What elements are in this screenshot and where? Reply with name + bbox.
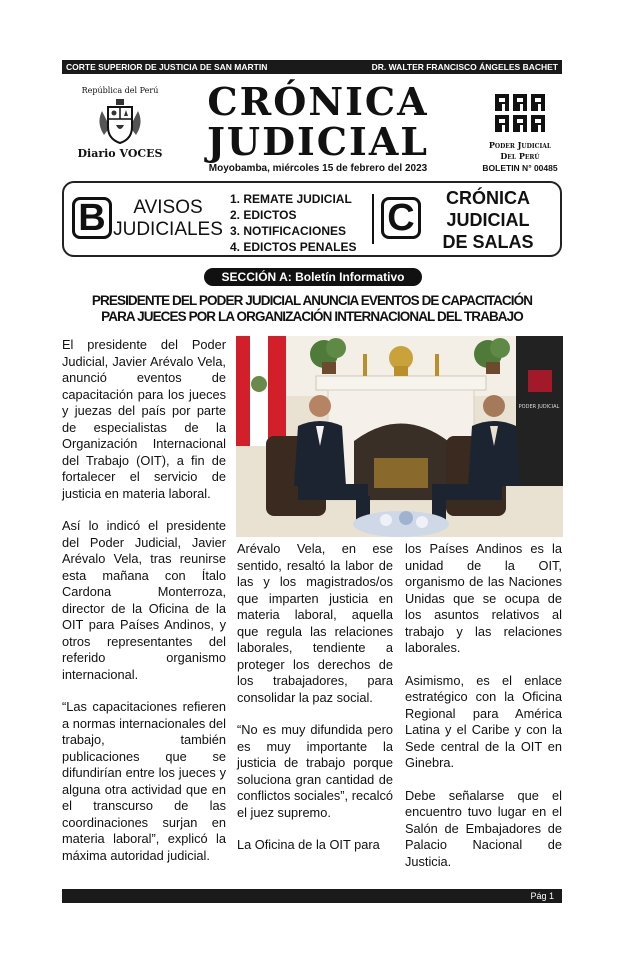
section-a-pill: SECCIÓN A: Boletín Informativo — [204, 268, 422, 286]
article-column-1 — [62, 337, 226, 880]
cronica-salas-label — [428, 187, 548, 253]
page-number: Pág 1 — [530, 891, 554, 901]
avisos-line1: AVISOS — [133, 197, 203, 218]
president-name: DR. WALTER FRANCISCO ÁNGELES BACHET — [371, 62, 558, 72]
article-column-2 — [237, 541, 393, 870]
list-item: 3. NOTIFICACIONES — [230, 224, 347, 238]
meeting-illustration — [236, 336, 563, 537]
pj-name-line2: Del Perú — [500, 151, 540, 161]
bulletin-number: BOLETIN N° 00485 — [482, 163, 558, 173]
divider — [372, 194, 374, 244]
meeting-photo — [236, 336, 563, 537]
banner-label: PODER JUDICIAL — [518, 404, 560, 410]
court-name: CORTE SUPERIOR DE JUSTICIA DE SAN MARTIN — [66, 62, 268, 72]
section-b-letter: B — [72, 197, 112, 239]
avisos-judiciales-label — [112, 197, 224, 241]
newspaper-title-line1: CRÓNICA — [207, 79, 429, 124]
pj-emblem-icon — [493, 92, 547, 134]
paragraph: Arévalo Vela, en ese sentido, resaltó la labor de las y los magistrados/os que imparten justicia en materia laboral, aquella que regula las relaciones laborales, tendiente a proteger los derechos de los trabajadores, para consolidar la paz social. — [237, 541, 393, 705]
poder-judicial-logo — [475, 92, 565, 161]
cronica-salas-line2: JUDICIAL — [446, 210, 530, 230]
footer-bar — [62, 889, 562, 903]
paragraph: Así lo indicó el presidente del Poder Judicial, Javier Arévalo Vela, tras reunirse esta mañana con Ítalo Cardona Monterroza, director de la Oficina de la OIT para Países Andinos, y otros representantes del referido organismo internacional. — [62, 518, 226, 682]
pj-name-line1: Poder Judicial — [488, 140, 552, 150]
paragraph: Debe señalarse que el encuentro tuvo lugar en el Salón de Embajadores de Palacio Nacional de Justicia. — [405, 787, 562, 869]
article-column-3 — [405, 541, 562, 886]
paragraph: El presidente del Poder Judicial, Javier Arévalo Vela, anunció eventos de capacitación para los jueces y juezas del país por parte de especialistas de la Organización Internacional del Trabajo (OIT), a fin de fortalecer el servicio de justicia en materia laboral. — [62, 337, 226, 501]
section-c-letter: C — [381, 197, 421, 239]
list-item: 2. EDICTOS — [230, 208, 297, 222]
newspaper-title-line2: JUDICIAL — [206, 119, 430, 164]
paragraph: los Países Andinos es la unidad de la OIT, organismo de las Naciones Unidas que se ocupa de los asuntos relativos al trabajo y las relaciones laborales. — [405, 541, 562, 655]
diario-voces-seal — [70, 86, 170, 176]
seal-name-bold: VOCES — [119, 147, 163, 160]
seal-name — [70, 147, 170, 160]
dateline: Moyobamba, miércoles 15 de febrero del 2023 — [208, 163, 428, 174]
list-item: 1. REMATE JUDICIAL — [230, 192, 352, 206]
top-header-bar — [62, 60, 562, 74]
paragraph: “No es muy difundida pero es muy importante la justicia de trabajo porque soluciona gran cantidad de conflictos sociales”, recalcó el juez supremo. — [237, 722, 393, 820]
seal-arc-text: República del Perú — [81, 86, 159, 95]
paragraph: La Oficina de la OIT para — [237, 837, 380, 852]
article-headline — [64, 293, 560, 325]
list-item: 4. EDICTOS PENALES — [230, 240, 357, 254]
coat-of-arms-icon — [94, 97, 146, 145]
seal-name-prefix: Diario — [77, 147, 116, 160]
avisos-line2: JUDICIALES — [113, 219, 223, 240]
section-b-list — [230, 191, 356, 255]
cronica-salas-line3: DE SALAS — [442, 232, 534, 252]
headline-line2: PARA JUECES POR LA ORGANIZACIÓN INTERNACIONAL DEL TRABAJO — [101, 309, 523, 324]
cronica-salas-line1: CRÓNICA — [446, 188, 530, 208]
paragraph: “Las capacitaciones refieren a normas internacionales del trabajo, también publicaciones que se difundirían entre los jueces y alguna otra actividad que en el transcurso de las coordinaciones surjan en materia laboral”, explicó la máxima autoridad judicial. — [62, 699, 226, 863]
paragraph: Asimismo, es el enlace estratégico con la Oficina Regional para América Latina y el Caribe y con la Sede central de la OIT en Ginebra. — [405, 672, 562, 770]
headline-line1: PRESIDENTE DEL PODER JUDICIAL ANUNCIA EVENTOS DE CAPACITACIÓN — [91, 293, 533, 308]
